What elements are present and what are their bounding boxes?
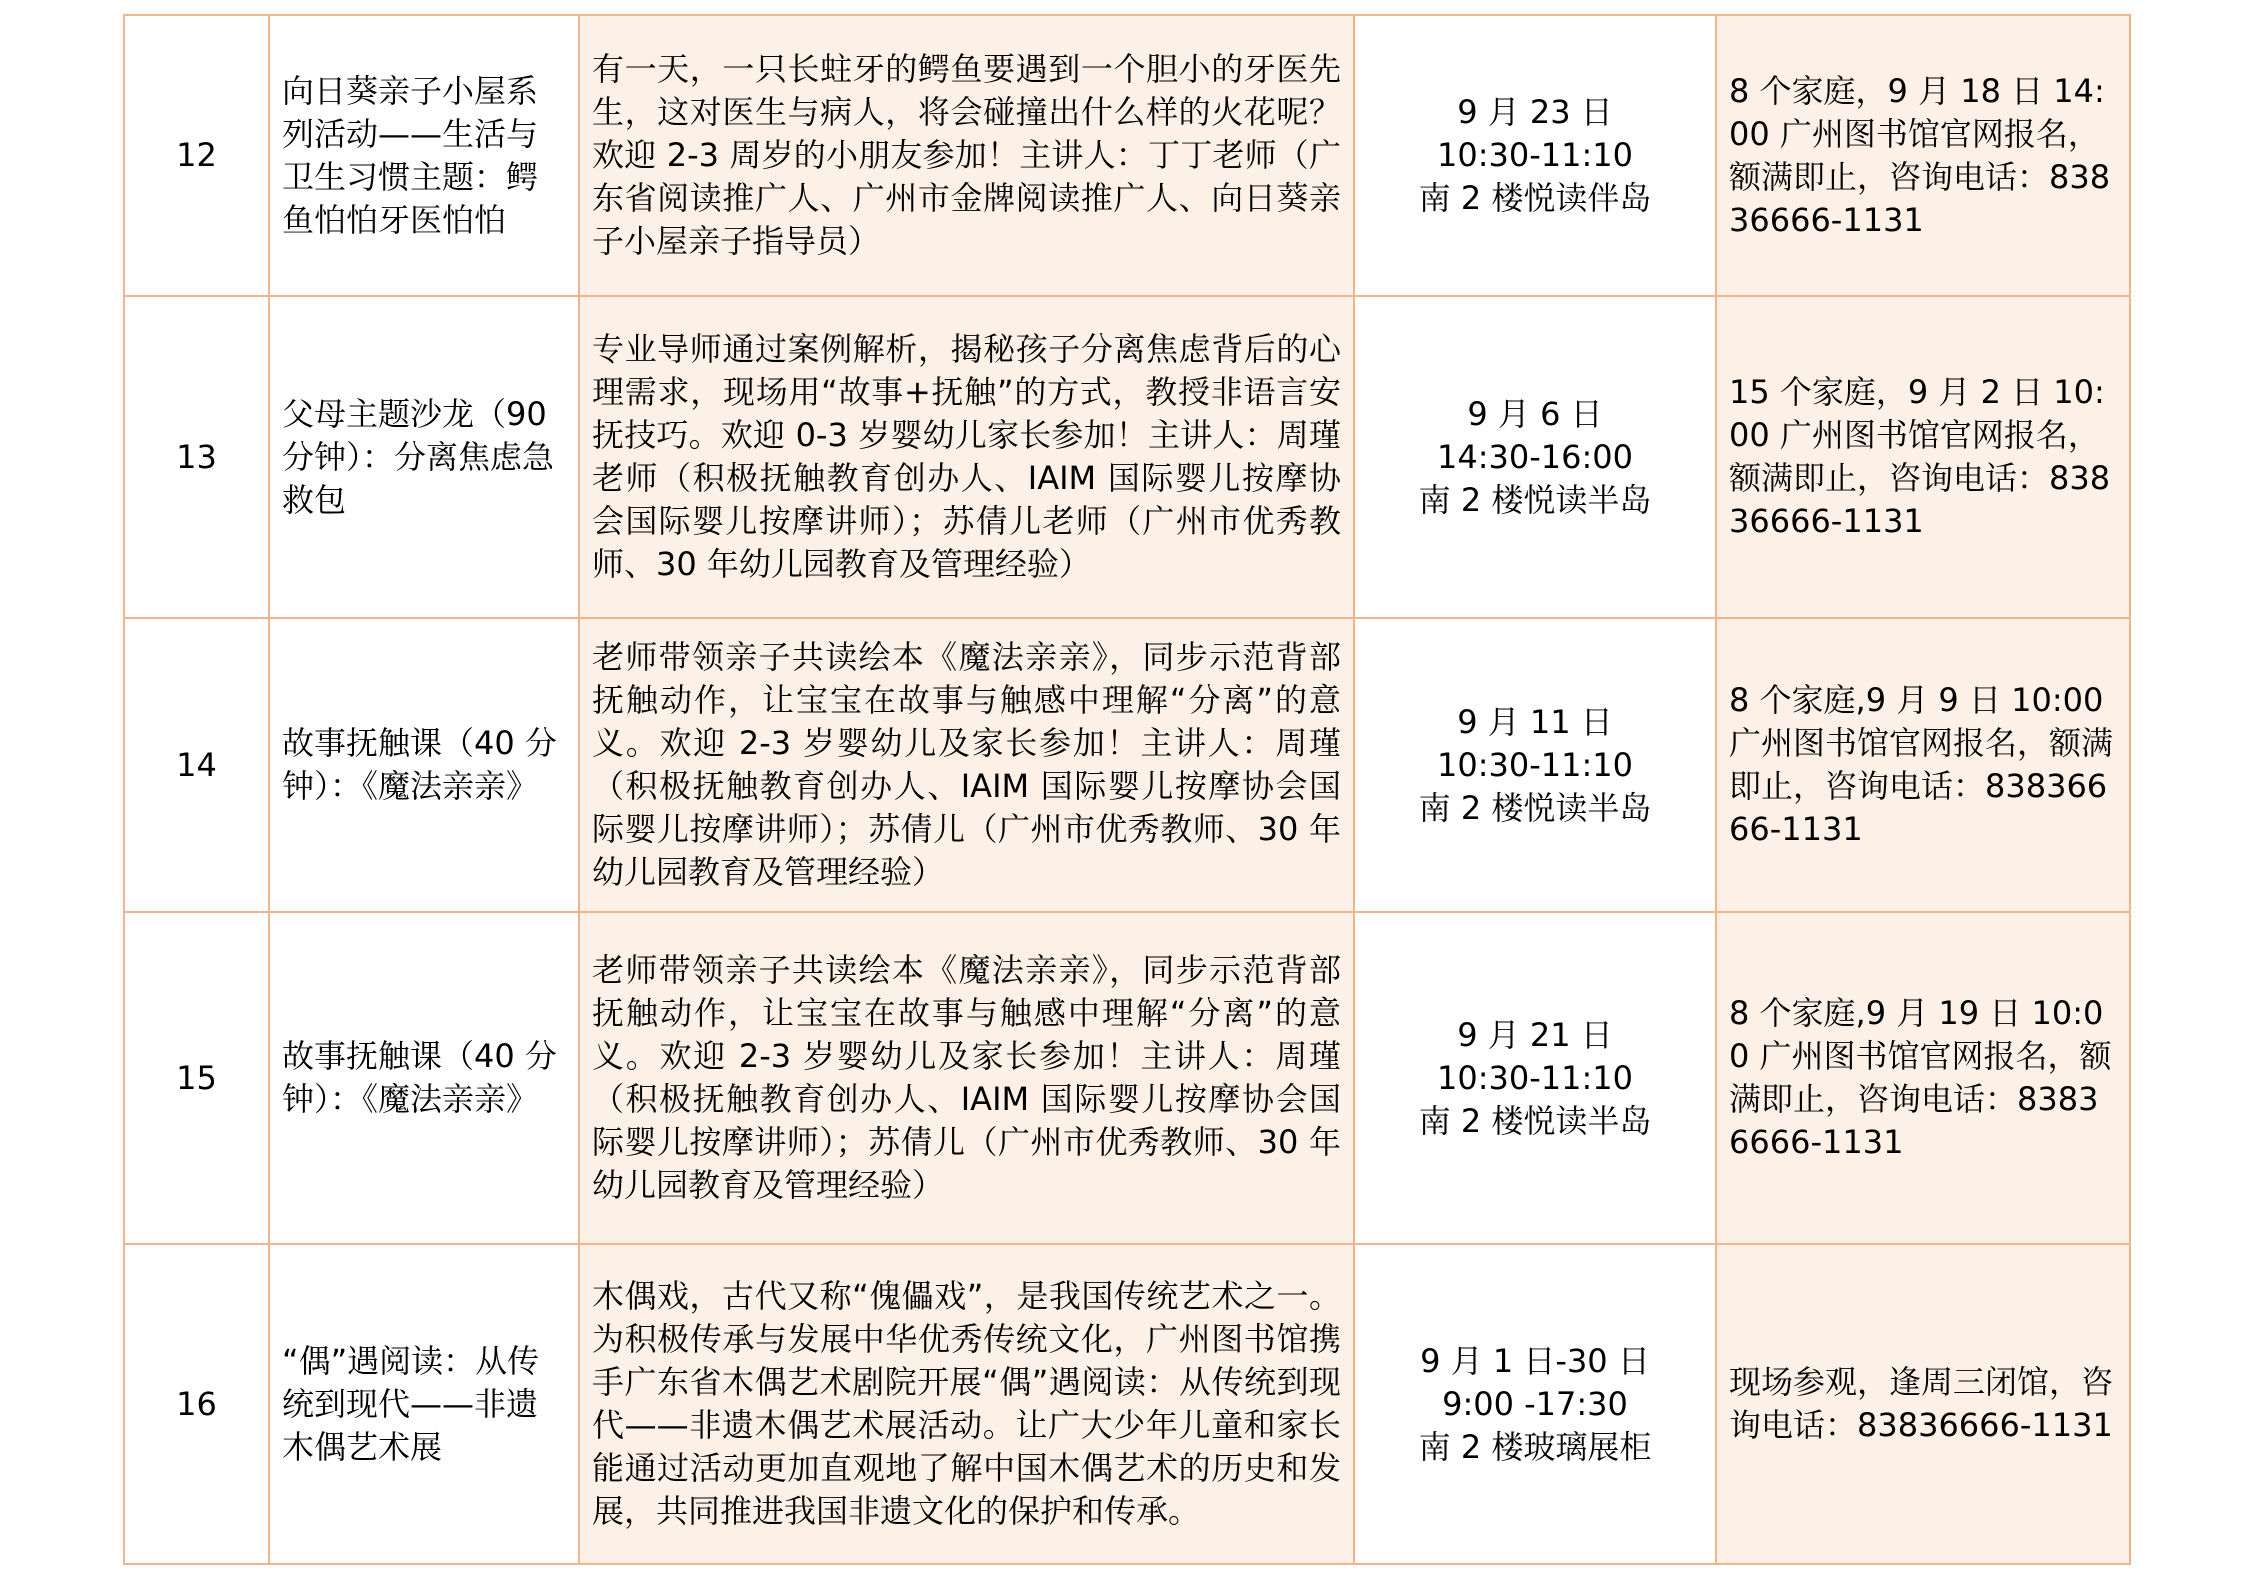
activity-place: 南 2 楼悦读半岛 <box>1418 480 1652 519</box>
row-number: 14 <box>124 618 269 912</box>
activity-time-place <box>1354 296 1716 618</box>
activity-description: 有一天，一只长蛀牙的鳄鱼要遇到一个胆小的牙医先生，这对医生与病人，将会碰撞出什么样的火花呢？欢迎 2-3 周岁的小朋友参加！主讲人：丁丁老师（广东省阅读推广人、广州市金牌阅读推广人、向日葵亲子小屋亲子指导员） <box>579 15 1354 296</box>
registration-info: 8 个家庭,9 月 9 日 10:00 广州图书馆官网报名，额满即止，咨询电话：83836666-1131 <box>1716 618 2130 912</box>
activity-place: 南 2 楼悦读半岛 <box>1418 1101 1652 1140</box>
activity-date: 9 月 6 日 <box>1467 394 1603 433</box>
activity-time-place <box>1354 15 1716 296</box>
row-number: 16 <box>124 1244 269 1564</box>
row-number: 13 <box>124 296 269 618</box>
activity-time: 10:30-11:10 <box>1437 1058 1633 1097</box>
activity-description: 老师带领亲子共读绘本《魔法亲亲》，同步示范背部抚触动作，让宝宝在故事与触感中理解“分离”的意义。欢迎 2-3 岁婴幼儿及家长参加！主讲人：周瑾（积极抚触教育创办人、IAIM 国际婴儿按摩协会国际婴儿按摩讲师）；苏倩儿（广州市优秀教师、30 年幼儿园教育及管理经验） <box>579 912 1354 1244</box>
activity-description: 木偶戏，古代又称“傀儡戏”，是我国传统艺术之一。为积极传承与发展中华优秀传统文化，广州图书馆携手广东省木偶艺术剧院开展“偶”遇阅读：从传统到现代——非遗木偶艺术展活动。让广大少年儿童和家长能通过活动更加直观地了解中国木偶艺术的历史和发展，共同推进我国非遗文化的保护和传承。 <box>579 1244 1354 1564</box>
table-row <box>124 912 2130 1244</box>
table-row <box>124 15 2130 296</box>
activity-title: 故事抚触课（40 分钟）：《魔法亲亲》 <box>269 618 579 912</box>
table-row <box>124 618 2130 912</box>
activity-date: 9 月 11 日 <box>1457 702 1613 741</box>
activity-time-place <box>1354 618 1716 912</box>
row-number: 15 <box>124 912 269 1244</box>
activity-title: “偶”遇阅读：从传统到现代——非遗木偶艺术展 <box>269 1244 579 1564</box>
table-row <box>124 296 2130 618</box>
activity-time: 10:30-11:10 <box>1437 745 1633 784</box>
activity-time-place <box>1354 1244 1716 1564</box>
activity-time-place <box>1354 912 1716 1244</box>
registration-info: 15 个家庭，9 月 2 日 10:00 广州图书馆官网报名，额满即止，咨询电话：83836666-1131 <box>1716 296 2130 618</box>
registration-info: 8 个家庭，9 月 18 日 14:00 广州图书馆官网报名，额满即止，咨询电话：83836666-1131 <box>1716 15 2130 296</box>
registration-info: 8 个家庭,9 月 19 日 10:00 广州图书馆官网报名，额满即止，咨询电话：83836666-1131 <box>1716 912 2130 1244</box>
table-row <box>124 1244 2130 1564</box>
row-number: 12 <box>124 15 269 296</box>
activity-date: 9 月 1 日-30 日 <box>1420 1341 1650 1380</box>
activity-time: 14:30-16:00 <box>1437 437 1633 476</box>
activity-title: 故事抚触课（40 分钟）：《魔法亲亲》 <box>269 912 579 1244</box>
activity-description: 老师带领亲子共读绘本《魔法亲亲》，同步示范背部抚触动作，让宝宝在故事与触感中理解“分离”的意义。欢迎 2-3 岁婴幼儿及家长参加！主讲人：周瑾（积极抚触教育创办人、IAIM 国际婴儿按摩协会国际婴儿按摩讲师）；苏倩儿（广州市优秀教师、30 年幼儿园教育及管理经验） <box>579 618 1354 912</box>
registration-info: 现场参观，逢周三闭馆，咨询电话：83836666-1131 <box>1716 1244 2130 1564</box>
activity-date: 9 月 21 日 <box>1457 1015 1613 1054</box>
activity-place: 南 2 楼玻璃展柜 <box>1418 1427 1652 1466</box>
activity-title: 父母主题沙龙（90 分钟）：分离焦虑急救包 <box>269 296 579 618</box>
activity-description: 专业导师通过案例解析，揭秘孩子分离焦虑背后的心理需求，现场用“故事+抚触”的方式，教授非语言安抚技巧。欢迎 0-3 岁婴幼儿家长参加！主讲人：周瑾老师（积极抚触教育创办人、IAIM 国际婴儿按摩协会国际婴儿按摩讲师）；苏倩儿老师（广州市优秀教师、30 年幼儿园教育及管理经验） <box>579 296 1354 618</box>
activity-time: 9:00 -17:30 <box>1442 1384 1628 1423</box>
activity-date: 9 月 23 日 <box>1457 93 1613 131</box>
events-table <box>123 14 2131 1565</box>
activity-place: 南 2 楼悦读伴岛 <box>1418 179 1652 217</box>
activity-place: 南 2 楼悦读半岛 <box>1418 788 1652 827</box>
activity-title: 向日葵亲子小屋系列活动——生活与卫生习惯主题：鳄鱼怕怕牙医怕怕 <box>269 15 579 296</box>
activity-time: 10:30-11:10 <box>1437 136 1633 174</box>
